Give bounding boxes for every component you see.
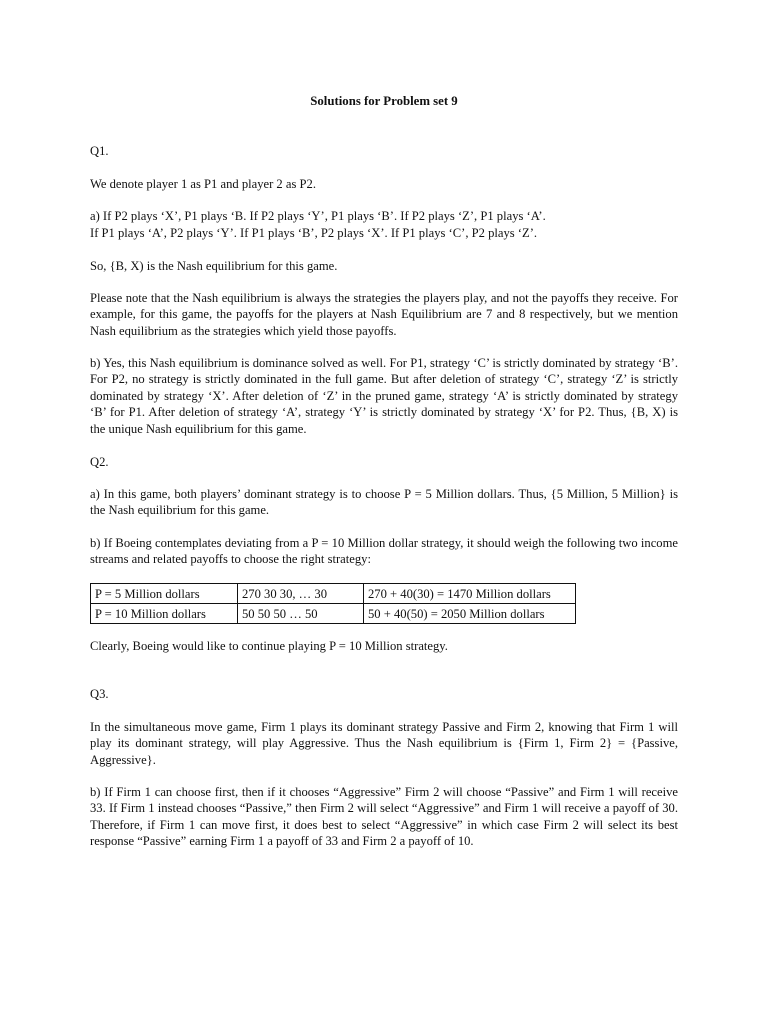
q2-part-a-paragraph: a) In this game, both players’ dominant strategy is to choose P = 5 Million dollars. Thus, {5 Million, 5 Million} is the Nash equilibrium for this game.: [90, 487, 678, 518]
payoff-streams-table: [90, 583, 576, 624]
q2-conclusion: Clearly, Boeing would like to continue playing P = 10 Million strategy.: [90, 639, 448, 653]
q3-heading: Q3.: [90, 687, 109, 701]
q3-part-a-paragraph: In the simultaneous move game, Firm 1 plays its dominant strategy Passive and Firm 2, knowing that Firm 1 will play its dominant strategy, will play Aggressive. Thus the Nash equilibrium is {Firm 1, Firm 2} = {Passive, Aggressive}.: [90, 720, 678, 767]
table-cell: P = 5 Million dollars: [91, 584, 238, 604]
q3-part-b-paragraph: b) If Firm 1 can choose first, then if it chooses “Aggressive” Firm 2 will choose “Passive” and Firm 1 will receive 33. If Firm 1 instead chooses “Passive,” then Firm 2 will select “Aggressive” and Firm 1 will receive a payoff of 30. Therefore, if Firm 1 can move first, it does best to select “Aggressive” in which case Firm 2 will select its best response “Passive” earning Firm 1 a payoff of 33 and Firm 2 a payoff of 10.: [90, 785, 678, 849]
page-title: Solutions for Problem set 9: [310, 94, 458, 108]
table-cell: 50 50 50 … 50: [238, 604, 364, 624]
q2-heading: Q2.: [90, 455, 109, 469]
table-cell: 50 + 40(50) = 2050 Million dollars: [364, 604, 576, 624]
table-cell: P = 10 Million dollars: [91, 604, 238, 624]
q1-heading: Q1.: [90, 144, 109, 158]
table-row: [91, 584, 576, 604]
q1-intro: We denote player 1 as P1 and player 2 as P2.: [90, 177, 316, 191]
table-cell: 270 + 40(30) = 1470 Million dollars: [364, 584, 576, 604]
q1-conclusion: So, {B, X) is the Nash equilibrium for this game.: [90, 259, 338, 273]
q1-part-b-paragraph: b) Yes, this Nash equilibrium is dominance solved as well. For P1, strategy ‘C’ is strictly dominated by strategy ‘B’. For P2, no strategy is strictly dominated in the full game. But after deletion of strategy ‘C’, strategy ‘Z’ is strictly dominated by strategy ‘X’. After deletion of ‘Z’ in the pruned game, strategy ‘A’ is strictly dominated by strategy ‘B’ for P1. After deletion of strategy ‘A’, strategy ‘Y’ is strictly dominated by strategy ‘X’ for P2. Thus, {B, X) is the unique Nash equilibrium for this game.: [90, 356, 678, 436]
q1-part-a-line2: If P1 plays ‘A’, P2 plays ‘Y’. If P1 plays ‘B’, P2 plays ‘X’. If P1 plays ‘C’, P2 plays ‘Z’.: [90, 226, 538, 240]
q1-note-paragraph: Please note that the Nash equilibrium is always the strategies the players play, and not the payoffs they receive. For example, for this game, the payoffs for the players at Nash Equilibrium are 7 and 8 respectively, but we mention Nash equilibrium as the strategies which yield those payoffs.: [90, 291, 678, 338]
table-row: [91, 604, 576, 624]
q2-part-b-paragraph: b) If Boeing contemplates deviating from a P = 10 Million dollar strategy, it should weigh the following two income streams and related payoffs to choose the right strategy:: [90, 536, 678, 567]
table-cell: 270 30 30, … 30: [238, 584, 364, 604]
q1-part-a-line1: a) If P2 plays ‘X’, P1 plays ‘B. If P2 plays ‘Y’, P1 plays ‘B’. If P2 plays ‘Z’, P1 plays ‘A’.: [90, 209, 546, 223]
